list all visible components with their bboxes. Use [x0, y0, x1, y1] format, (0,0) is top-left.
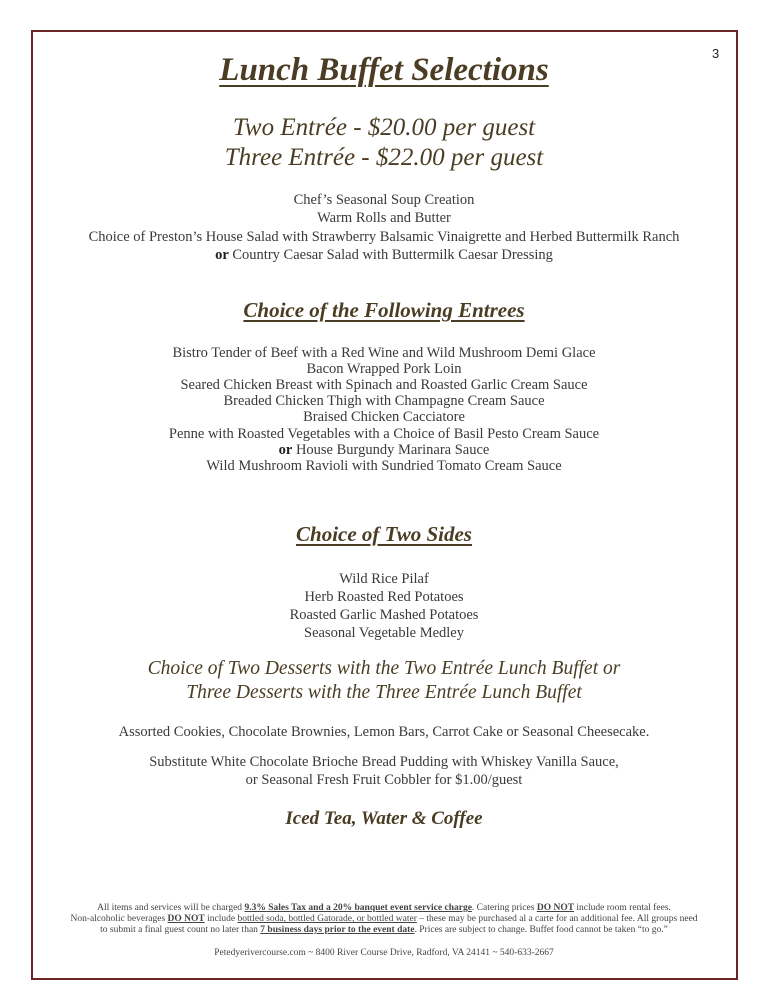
or-label: or	[278, 442, 293, 458]
footer-contact: Petedyerivercourse.com ~ 8400 River Course Drive, Radford, VA 24141 ~ 540-633-2667	[214, 948, 554, 958]
entree-item: Penne with Roasted Vegetables with a Choice of Basil Pesto Cream Sauce	[168, 426, 600, 442]
desserts-list: Assorted Cookies, Chocolate Brownies, Lemon Bars, Carrot Cake or Seasonal Cheesecake.	[118, 724, 650, 740]
side-item: Herb Roasted Red Potatoes	[304, 589, 464, 605]
or-label: or	[215, 247, 229, 263]
page-number: 3	[712, 46, 720, 61]
entree-item: Bistro Tender of Beef with a Red Wine and Wild Mushroom Demi Glace	[172, 345, 596, 361]
footer-line-2: Non-alcoholic beverages DO NOT include bottled soda, bottled Gatorade, or bottled water – these may be purchased al a carte for an additional fee. All groups need	[70, 914, 698, 924]
soup-item: Chef’s Seasonal Soup Creation	[293, 192, 475, 208]
salad-choice-item: Choice of Preston’s House Salad with Strawberry Balsamic Vinaigrette and Herbed Buttermilk Ranch	[88, 229, 680, 245]
caesar-item	[0, 247, 768, 264]
entree-item: Bacon Wrapped Pork Loin	[306, 361, 462, 377]
dessert-substitute-line2: or Seasonal Fresh Fruit Cobbler for $1.00/guest	[245, 772, 523, 788]
marinara-text: House Burgundy Marinara Sauce	[292, 442, 490, 458]
entree-item: Seared Chicken Breast with Spinach and Roasted Garlic Cream Sauce	[180, 377, 588, 393]
page-title: Lunch Buffet Selections	[219, 52, 549, 88]
desserts-heading-line2: Three Desserts with the Three Entrée Lunch Buffet	[186, 682, 582, 703]
desserts-heading-line1: Choice of Two Desserts with the Two Entrée Lunch Buffet or	[147, 658, 621, 679]
entree-item: Wild Mushroom Ravioli with Sundried Tomato Cream Sauce	[206, 458, 562, 474]
rolls-item: Warm Rolls and Butter	[317, 210, 451, 226]
footer-line-1: All items and services will be charged 9.3% Sales Tax and a 20% banquet event service charge. Catering prices DO NOT include room rental fees.	[97, 903, 671, 913]
side-item: Seasonal Vegetable Medley	[304, 625, 464, 641]
page-border	[31, 30, 738, 980]
beverages: Iced Tea, Water & Coffee	[285, 808, 483, 829]
caesar-text: Country Caesar Salad with Buttermilk Caesar Dressing	[228, 247, 553, 263]
footer-line-3: to submit a final guest count no later than 7 business days prior to the event date. Prices are subject to change. Buffet food cannot be taken “to go.”	[100, 925, 668, 935]
side-item: Wild Rice Pilaf	[339, 571, 429, 587]
price-two-entree: Two Entrée - $20.00 per guest	[232, 114, 536, 141]
price-three-entree: Three Entrée - $22.00 per guest	[224, 144, 544, 171]
entree-marinara-item	[0, 442, 768, 459]
side-item: Roasted Garlic Mashed Potatoes	[289, 607, 479, 623]
dessert-substitute-line1: Substitute White Chocolate Brioche Bread Pudding with Whiskey Vanilla Sauce,	[149, 754, 619, 770]
entree-item: Breaded Chicken Thigh with Champagne Cream Sauce	[223, 393, 545, 409]
entree-item: Braised Chicken Cacciatore	[303, 409, 465, 425]
entrees-heading: Choice of the Following Entrees	[243, 298, 525, 322]
sides-heading: Choice of Two Sides	[296, 522, 472, 546]
